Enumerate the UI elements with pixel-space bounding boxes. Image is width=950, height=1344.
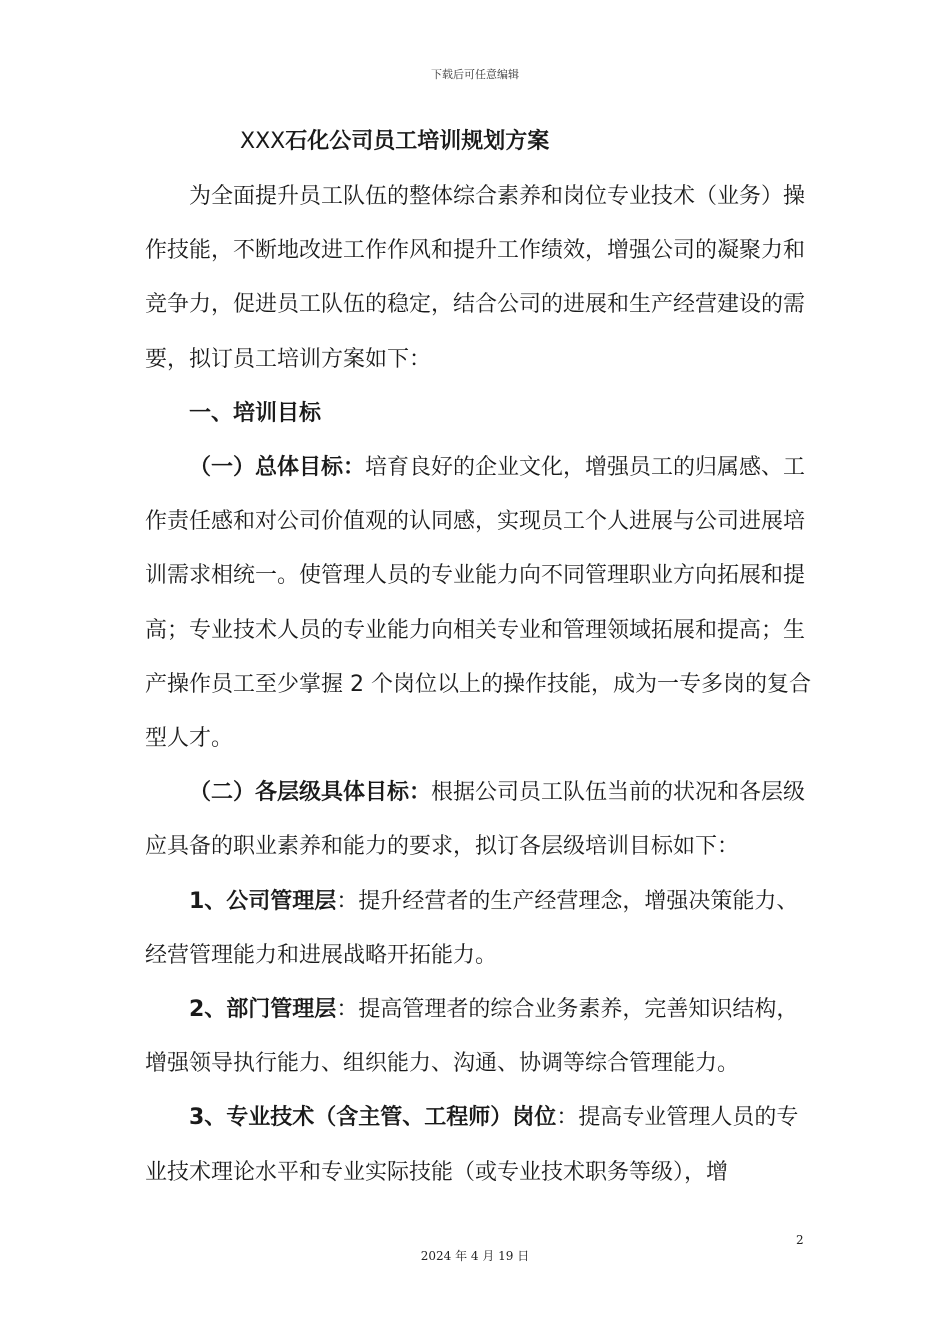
section-heading-training-goals: 一、培训目标 — [189, 400, 322, 426]
technical-position-text: ：提高专业管理人员的专业技术理论水平和专业实际技能（或专业技术职务等级），增 — [145, 1105, 799, 1185]
overall-goal-paragraph — [145, 441, 815, 766]
title-prefix: XXX — [240, 129, 286, 154]
level-goals-label: （二）各层级具体目标： — [189, 780, 432, 806]
document-title — [240, 127, 549, 157]
company-management-label: 1、公司管理层 — [189, 888, 337, 914]
overall-goal-label: （一）总体目标： — [189, 455, 366, 481]
footer-date: 2024 年 4 月 19 日 — [420, 1249, 530, 1263]
technical-position-paragraph — [145, 1091, 815, 1199]
department-management-paragraph — [145, 983, 815, 1091]
company-management-paragraph — [145, 875, 815, 983]
overall-goal-text: 培育良好的企业文化，增强员工的归属感、工作责任感和对公司价值观的认同感，实现员工个人进展与公司进展培训需求相统一。使管理人员的专业能力向不同管理职业方向拓展和提高；专业技术人员的专业能力向相关专业和管理领域拓展和提高；生产操作员工至少掌握 2 个岗位以上的操作技能，成为一专多岗的复合型人才。 — [145, 455, 811, 752]
level-goals-paragraph — [145, 766, 815, 874]
level-goals-text: 根据公司员工队伍当前的状况和各层级应具备的职业素养和能力的要求，拟订各层级培训目标如下： — [145, 780, 806, 860]
intro-paragraph: 为全面提升员工队伍的整体综合素养和岗位专业技术（业务）操作技能，不断地改进工作作风和提升工作绩效，增强公司的凝聚力和竞争力，促进员工队伍的稳定，结合公司的进展和生产经营建设的需要，拟订员工培训方案如下： — [145, 184, 806, 372]
header-note: 下载后可任意编辑 — [431, 68, 519, 81]
page-number: 2 — [796, 1233, 804, 1247]
company-management-text: ：提升经营者的生产经营理念，增强决策能力、经营管理能力和进展战略开拓能力。 — [145, 888, 799, 968]
department-management-label: 2、部门管理层 — [189, 997, 337, 1023]
technical-position-label: 3、专业技术（含主管、工程师）岗位 — [189, 1105, 557, 1131]
title-main: 石化公司员工培训规划方案 — [285, 129, 550, 154]
document-body — [145, 170, 815, 1200]
department-management-text: ：提高管理者的综合业务素养，完善知识结构，增强领导执行能力、组织能力、沟通、协调等综合管理能力。 — [145, 997, 799, 1077]
